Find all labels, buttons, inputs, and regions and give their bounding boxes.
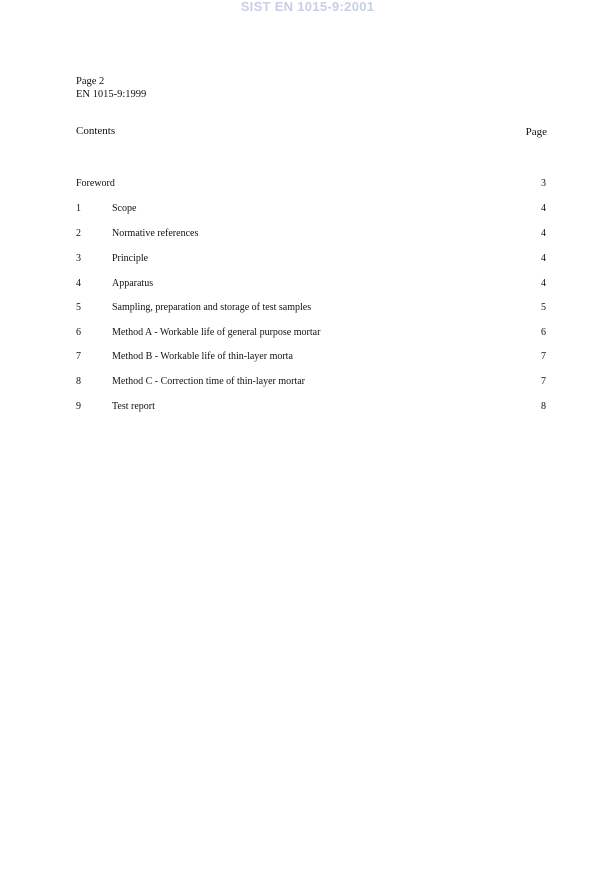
toc-entry-method-b[interactable]: [76, 349, 546, 365]
toc-entry-page: 5: [541, 302, 546, 313]
toc-entry-title: Method C - Correction time of thin-layer mortar: [112, 376, 306, 387]
toc-entry-sampling[interactable]: [76, 300, 546, 316]
toc-entry-page: 6: [541, 327, 546, 338]
toc-entry-page: 4: [541, 228, 546, 239]
toc-entry-page: 7: [541, 376, 546, 387]
toc-entry-test-report[interactable]: [76, 399, 546, 415]
toc-entry-principle[interactable]: [76, 251, 546, 267]
toc-entry-normative-references[interactable]: [76, 226, 546, 242]
toc-entry-page: 4: [541, 278, 546, 289]
toc-entry-title: Sampling, preparation and storage of test samples: [112, 302, 312, 313]
toc-entry-title: Method B - Workable life of thin-layer morta: [112, 351, 293, 362]
toc-entry-page: 7: [541, 351, 546, 362]
toc-entry-number: 5: [76, 302, 81, 313]
toc-entry-page: 8: [541, 401, 546, 412]
toc-entry-title: Test report: [112, 401, 155, 412]
toc-entry-title: Normative references: [112, 228, 199, 239]
toc-entry-page: 4: [541, 203, 546, 214]
toc-entry-title: Foreword: [76, 178, 115, 189]
toc-entry-title: Apparatus: [112, 278, 154, 289]
page-number: Page 2: [76, 76, 105, 87]
toc-entry-number: 6: [76, 327, 81, 338]
toc-entry-number: 2: [76, 228, 81, 239]
toc-entry-number: 4: [76, 278, 81, 289]
document-id: EN 1015-9:1999: [76, 89, 147, 100]
toc-entry-scope[interactable]: [76, 201, 546, 217]
toc-entry-title: Scope: [112, 203, 137, 214]
toc-entry-page: 3: [541, 178, 546, 189]
toc-entry-title: Method A - Workable life of general purpose mortar: [112, 327, 321, 338]
toc-entry-number: 3: [76, 253, 81, 264]
toc-entry-number: 1: [76, 203, 81, 214]
toc-entry-number: 9: [76, 401, 81, 412]
toc-entry-apparatus[interactable]: [76, 276, 546, 292]
page-header: [76, 75, 146, 101]
toc-entry-page: 4: [541, 253, 546, 264]
contents-heading: Contents: [76, 125, 116, 137]
toc-entry-method-a[interactable]: [76, 325, 546, 341]
toc-entry-number: 7: [76, 351, 81, 362]
toc-entry-foreword[interactable]: [76, 176, 546, 192]
watermark: SIST EN 1015-9:2001: [240, 0, 375, 14]
toc-entry-number: 8: [76, 376, 81, 387]
toc-entry-title: Principle: [112, 253, 149, 264]
page-column-heading: Page: [525, 126, 547, 138]
toc-entry-method-c[interactable]: [76, 374, 546, 390]
